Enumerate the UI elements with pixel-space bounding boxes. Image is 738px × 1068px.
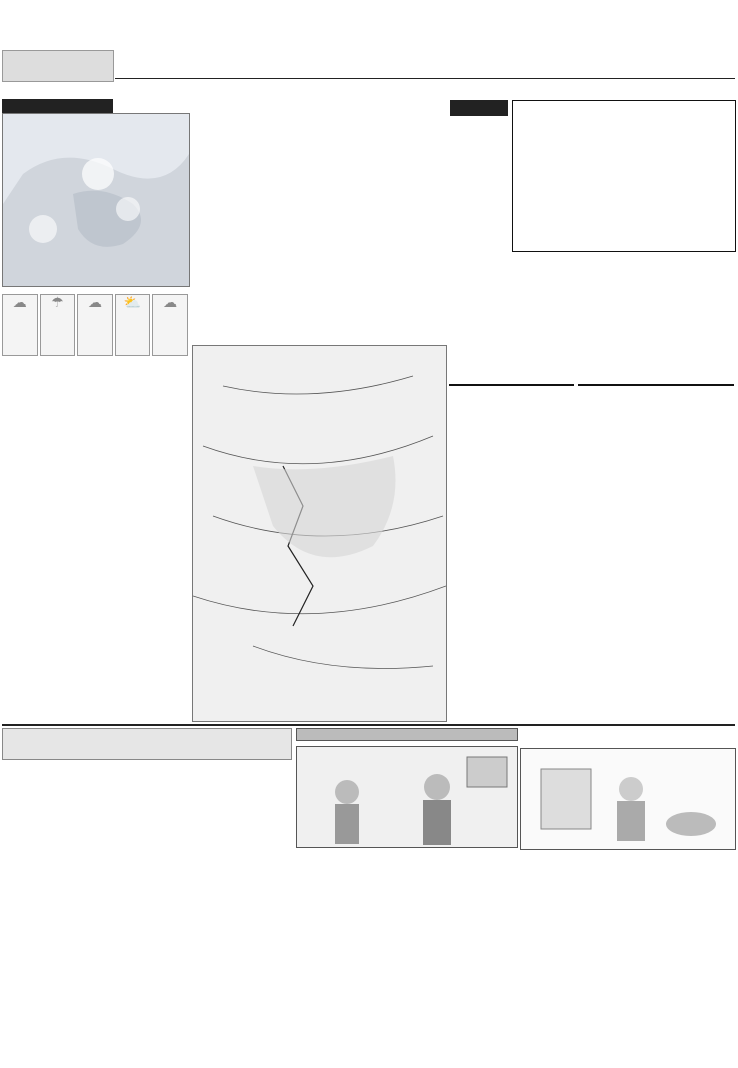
forecast-day (40, 294, 76, 356)
forecast-day (115, 294, 151, 356)
colophon (578, 384, 734, 722)
weather-legend (448, 598, 568, 720)
satellite-map (2, 113, 190, 287)
forecast-day (2, 294, 38, 356)
forecast-day (152, 294, 188, 356)
bottom-divider (2, 724, 735, 726)
forecast-day (77, 294, 113, 356)
weather-logo (2, 99, 113, 113)
rate-value (656, 394, 734, 396)
cloud-icon: ☁ (87, 296, 102, 311)
puzzle-clues (450, 131, 508, 381)
story-banner (2, 728, 292, 760)
forecast-strip (2, 294, 188, 356)
synoptic-map-image (193, 346, 446, 721)
sun-cloud-icon: ⛅ (123, 296, 142, 311)
weather-table-box (357, 100, 445, 342)
puzzle-logo (450, 100, 508, 116)
rates-table (578, 388, 734, 396)
sun-moon-box (449, 384, 574, 509)
story-column-2 (148, 770, 290, 1065)
synoptic-map (192, 345, 447, 722)
puzzle-grid (512, 100, 736, 252)
comic-drawing (297, 747, 517, 847)
puzzle-clues-continued (512, 255, 734, 385)
page-header (0, 0, 738, 82)
sun-title (449, 384, 574, 386)
rate-label (578, 394, 656, 396)
grid-top-numbers (529, 101, 735, 111)
europe-weather-column-2 (262, 100, 354, 345)
comic2-panel (520, 748, 736, 850)
comic2-drawing (521, 749, 735, 849)
section-box (2, 50, 114, 82)
cloud-icon: ☁ (163, 296, 178, 311)
story-column-1 (2, 770, 142, 1065)
grid-bottom-numbers (529, 113, 735, 123)
header-rule (115, 78, 735, 79)
weather-article-body (2, 385, 188, 720)
water-text (449, 389, 574, 509)
comic-title-bar (296, 728, 518, 741)
rain-cloud-icon: ☂ (51, 296, 64, 311)
europe-weather-column (192, 100, 258, 345)
comic-text-column (296, 850, 404, 1065)
cloud-icon: ☁ (12, 296, 27, 311)
comic-text-column (408, 850, 516, 1065)
satellite-image (3, 114, 189, 286)
comic2-text-column (630, 852, 734, 1065)
table-row (578, 394, 734, 396)
comic2-text-column (520, 852, 624, 1065)
comic-panel (296, 746, 518, 848)
